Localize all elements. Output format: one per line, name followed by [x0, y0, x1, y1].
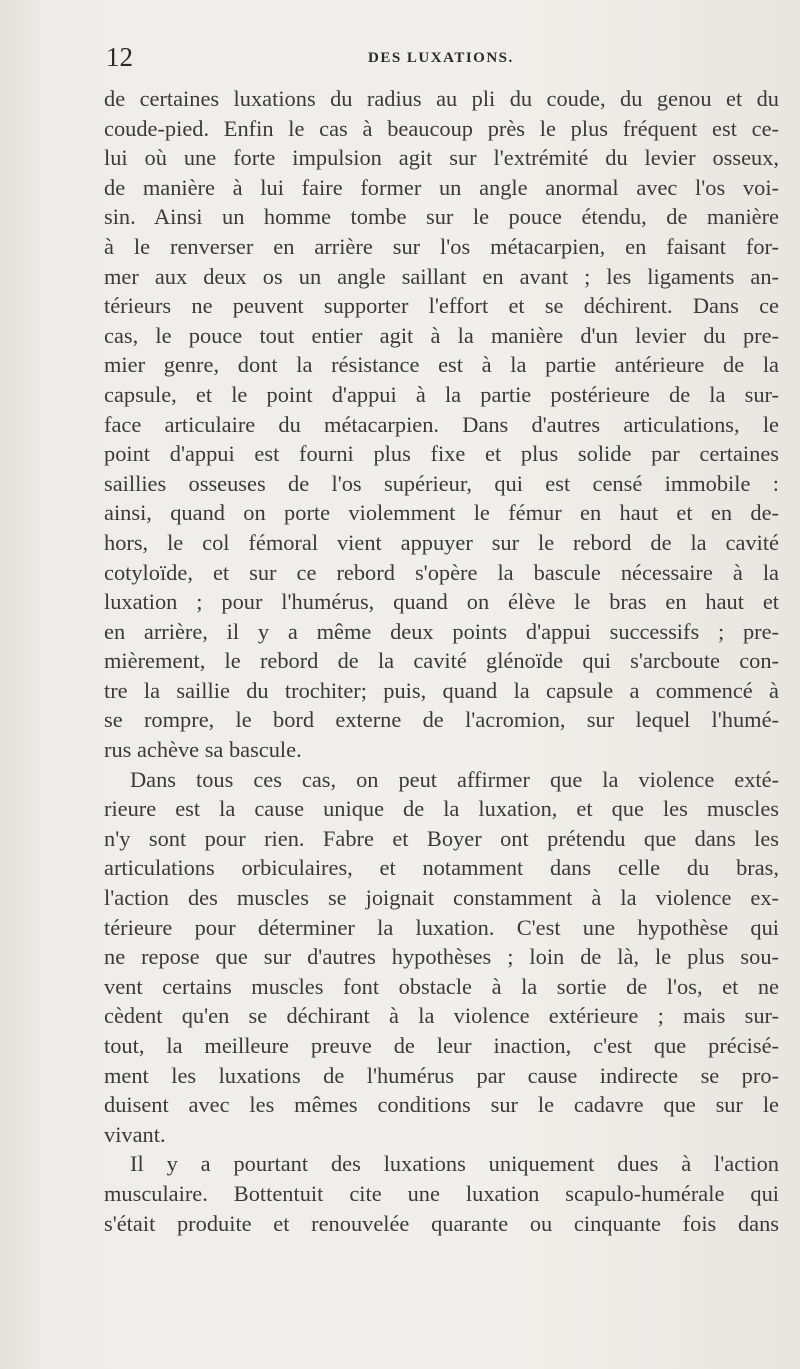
text-line: cotyloïde, et sur ce rebord s'opère la bascule nécessaire à la	[104, 559, 779, 585]
text-line: en arrière, il y a même deux points d'appui successifs ; pre-	[104, 618, 779, 644]
page-number: 12	[106, 42, 133, 72]
text-line: l'action des muscles se joignait constamment à la violence ex-	[104, 885, 779, 911]
text-line: n'y sont pour rien. Fabre et Boyer ont prétendu que dans les	[104, 825, 779, 851]
text-line: saillies osseuses de l'os supérieur, qui est censé immobile :	[104, 470, 779, 496]
text-line: de certaines luxations du radius au pli du coude, du genou et du	[104, 86, 779, 111]
text-line: térieure pour déterminer la luxation. C'est une hypothèse qui	[104, 914, 779, 940]
text-line: rus achève sa bascule.	[104, 737, 302, 763]
text-line: cas, le pouce tout entier agit à la manière d'un levier du pre-	[104, 322, 779, 348]
text-line: Il y a pourtant des luxations uniquement dues à l'action	[130, 1151, 779, 1177]
text-line: Dans tous ces cas, on peut affirmer que la violence exté-	[130, 766, 779, 792]
text-line: sin. Ainsi un homme tombe sur le pouce étendu, de manière	[104, 204, 779, 230]
text-line: à le renverser en arrière sur l'os métacarpien, en faisant for-	[104, 233, 779, 259]
text-line: térieurs ne peuvent supporter l'effort et se déchirent. Dans ce	[104, 293, 779, 319]
text-line: capsule, et le point d'appui à la partie postérieure de la sur-	[104, 381, 779, 407]
text-line: lui où une forte impulsion agit sur l'extrémité du levier osseux,	[104, 145, 779, 171]
text-line: de manière à lui faire former un angle anormal avec l'os voi-	[104, 174, 779, 200]
page-header	[106, 42, 770, 72]
text-line: ainsi, quand on porte violemment le fémur en haut et en de-	[104, 500, 779, 526]
text-line: point d'appui est fourni plus fixe et plus solide par certaines	[104, 441, 779, 467]
text-line: hors, le col fémoral vient appuyer sur le rebord de la cavité	[104, 529, 779, 555]
text-line: tre la saillie du trochiter; puis, quand la capsule a commencé à	[104, 677, 779, 703]
text-line: tout, la meilleure preuve de leur inaction, c'est que précisé-	[104, 1033, 779, 1058]
text-line: mer aux deux os un angle saillant en avant ; les ligaments an-	[104, 263, 779, 289]
text-line: vent certains muscles font obstacle à la sortie de l'os, et ne	[104, 973, 779, 999]
body-text	[104, 84, 779, 1238]
text-line: face articulaire du métacarpien. Dans d'autres articulations, le	[104, 411, 779, 437]
text-line: vivant.	[104, 1121, 166, 1147]
running-head: DES LUXATIONS.	[368, 50, 514, 66]
text-line: cèdent qu'en se déchirant à la violence extérieure ; mais sur-	[104, 1003, 779, 1029]
text-line: luxation ; pour l'humérus, quand on élève le bras en haut et	[104, 589, 779, 615]
text-line: ment les luxations de l'humérus par cause indirecte se pro-	[104, 1062, 779, 1088]
text-line: rieure est la cause unique de la luxation, et que les muscles	[104, 796, 779, 822]
text-line: mièrement, le rebord de la cavité glénoïde qui s'arcboute con-	[104, 648, 779, 674]
text-line: coude-pied. Enfin le cas à beaucoup près le plus fréquent est ce-	[104, 115, 779, 141]
text-line: mier genre, dont la résistance est à la partie antérieure de la	[104, 352, 779, 378]
text-line: se rompre, le bord externe de l'acromion, sur lequel l'humé-	[104, 707, 779, 733]
text-line: musculaire. Bottentuit cite une luxation scapulo-humérale qui	[104, 1180, 779, 1206]
text-line: ne repose que sur d'autres hypothèses ; loin de là, le plus sou-	[104, 944, 779, 970]
text-line: s'était produite et renouvelée quarante ou cinquante fois dans	[104, 1210, 779, 1236]
text-line: duisent avec les mêmes conditions sur le cadavre que sur le	[104, 1092, 779, 1118]
text-line: articulations orbiculaires, et notamment dans celle du bras,	[104, 855, 779, 881]
